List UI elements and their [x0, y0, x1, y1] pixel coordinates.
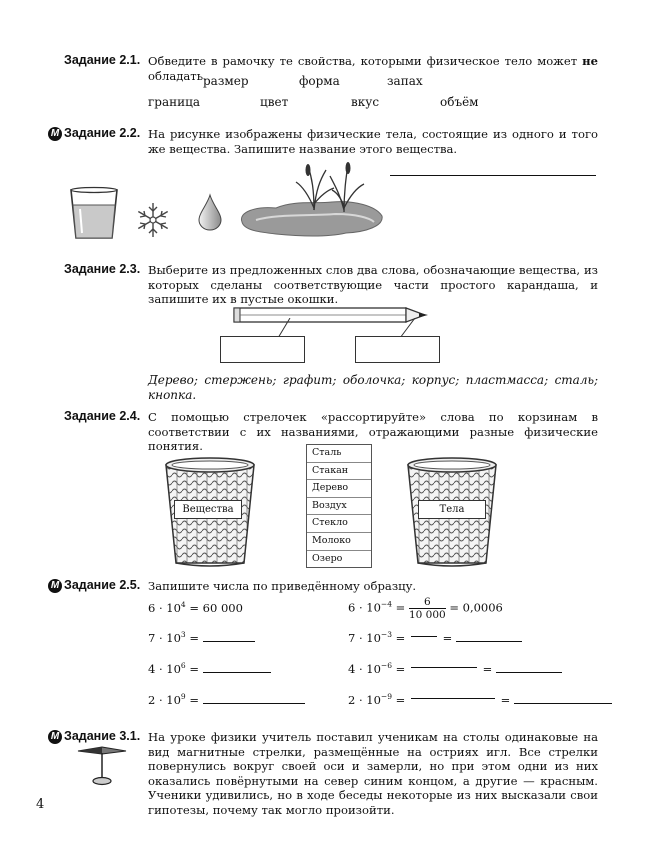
- snowflake-icon: [134, 201, 172, 239]
- lake-with-reeds-icon: [236, 160, 386, 240]
- task-2-2-label: Задание 2.2.: [64, 126, 141, 140]
- word-bank-item: сталь: [554, 373, 595, 387]
- task-3-1-label: Задание 3.1.: [64, 729, 141, 743]
- page-number: 4: [36, 797, 45, 812]
- fraction-blank[interactable]: [409, 632, 439, 642]
- answer-box-wood[interactable]: [220, 336, 305, 363]
- glass-of-water-icon: [68, 185, 120, 241]
- task-2-4-text: С помощью стрелочек «рассортируйте» слова по корзинам в соответствии с их названиями, отражающими разные физические понятия.: [148, 410, 598, 453]
- exercise-left-2: $7 \cdot 10^3$ =: [148, 630, 255, 645]
- m-marker-icon: М: [48, 730, 62, 744]
- exercise-left-4: $2 \cdot 10^9$ =: [148, 692, 305, 707]
- sortable-word[interactable]: Воздух: [307, 498, 371, 516]
- word-bank-item: кнопка: [148, 388, 193, 402]
- property-word[interactable]: размер: [203, 74, 249, 88]
- word-bank-item: графит: [282, 373, 333, 387]
- word-bank: Дерево; стержень; графит; оболочка; корпус; пластмасса; сталь; кнопка.: [148, 373, 599, 402]
- sortable-word[interactable]: Озеро: [312, 552, 343, 564]
- answer-box-lead[interactable]: [355, 336, 440, 363]
- property-word[interactable]: запах: [387, 74, 423, 88]
- fraction: $\frac{6}{10 000}$: [408, 596, 446, 621]
- answer-line[interactable]: [390, 175, 596, 176]
- property-word[interactable]: форма: [299, 74, 340, 88]
- word-bank-item: стержень: [204, 373, 273, 387]
- exercise-left-3: $4 \cdot 10^6$ =: [148, 661, 271, 676]
- task-2-5-text: Запишите числа по приведённому образцу.: [148, 579, 417, 593]
- sortable-word[interactable]: Молоко: [307, 533, 371, 551]
- exercise-right-2: $7 \cdot 10^{-3}$ = =: [348, 630, 522, 645]
- task-2-2-text: На рисунке изображены физические тела, состоящие из одного и того же вещества. Запишите название этого вещества.: [148, 127, 598, 156]
- task-2-4-label: Задание 2.4.: [64, 409, 141, 423]
- word-bank-item: Дерево: [148, 373, 194, 387]
- word-bank-item: оболочка: [342, 373, 402, 387]
- answer-blank[interactable]: [203, 693, 305, 704]
- answer-blank[interactable]: [456, 631, 522, 642]
- basket-left-label[interactable]: Вещества: [174, 500, 242, 519]
- water-drop-icon: [197, 193, 223, 231]
- example-left-1: $6 \cdot 10^4 = 60$ 000: [148, 600, 243, 615]
- property-word[interactable]: вкус: [351, 95, 380, 109]
- word-bank-item: пластмасса: [465, 373, 545, 387]
- fraction-blank[interactable]: [409, 663, 479, 673]
- magnetic-needle-icon: [76, 745, 128, 787]
- word-bank-item: корпус: [411, 373, 456, 387]
- answer-blank[interactable]: [496, 662, 562, 673]
- answer-blank[interactable]: [514, 693, 612, 704]
- answer-blank[interactable]: [203, 631, 255, 642]
- task-3-1-text: На уроке физики учитель поставил ученикам на столы одинаковые на вид магнитные стрелки, размещённые на остриях игл. Все стрелки повернулись вокруг своей оси и замерли, но при этом одни из них оказались повёрнутыми на север синим концом, а другие — красным. Ученики удивились, но в ходе беседы некоторые из них высказали свои гипотезы, почему так могло произойти.: [148, 730, 598, 817]
- example-right-1: $6 \cdot 10^{-4}$ = $\frac{6}{10 000}$ = 0,0006: [348, 596, 503, 621]
- property-word[interactable]: объём: [440, 95, 479, 109]
- fraction-blank[interactable]: [409, 694, 497, 704]
- property-word[interactable]: граница: [148, 95, 200, 109]
- task-2-3-label: Задание 2.3.: [64, 262, 141, 276]
- task-2-5-label: Задание 2.5.: [64, 578, 141, 592]
- m-marker-icon: М: [48, 127, 62, 141]
- exercise-right-3: $4 \cdot 10^{-6}$ = =: [348, 661, 562, 676]
- exercise-right-4: $2 \cdot 10^{-9}$ = =: [348, 692, 612, 707]
- task-2-1-text: Обведите в рамочку те свойства, которыми физическое тело может не обладать.: [148, 54, 598, 83]
- m-marker-icon: М: [48, 579, 62, 593]
- property-word[interactable]: цвет: [260, 95, 289, 109]
- sortable-word-list: [306, 444, 372, 568]
- sortable-word[interactable]: Стакан: [307, 463, 371, 481]
- task-2-3-text: Выберите из предложенных слов два слова, обозначающие вещества, из которых сделаны соответствующие части простого карандаша, и запишите их в пустые окошки.: [148, 263, 598, 306]
- sortable-word[interactable]: Стекло: [307, 515, 371, 533]
- basket-right-label[interactable]: Тела: [418, 500, 486, 519]
- sortable-word[interactable]: Сталь: [307, 445, 371, 463]
- sortable-word[interactable]: Дерево: [307, 480, 371, 498]
- task-2-1-label: Задание 2.1.: [64, 53, 141, 67]
- answer-blank[interactable]: [203, 662, 271, 673]
